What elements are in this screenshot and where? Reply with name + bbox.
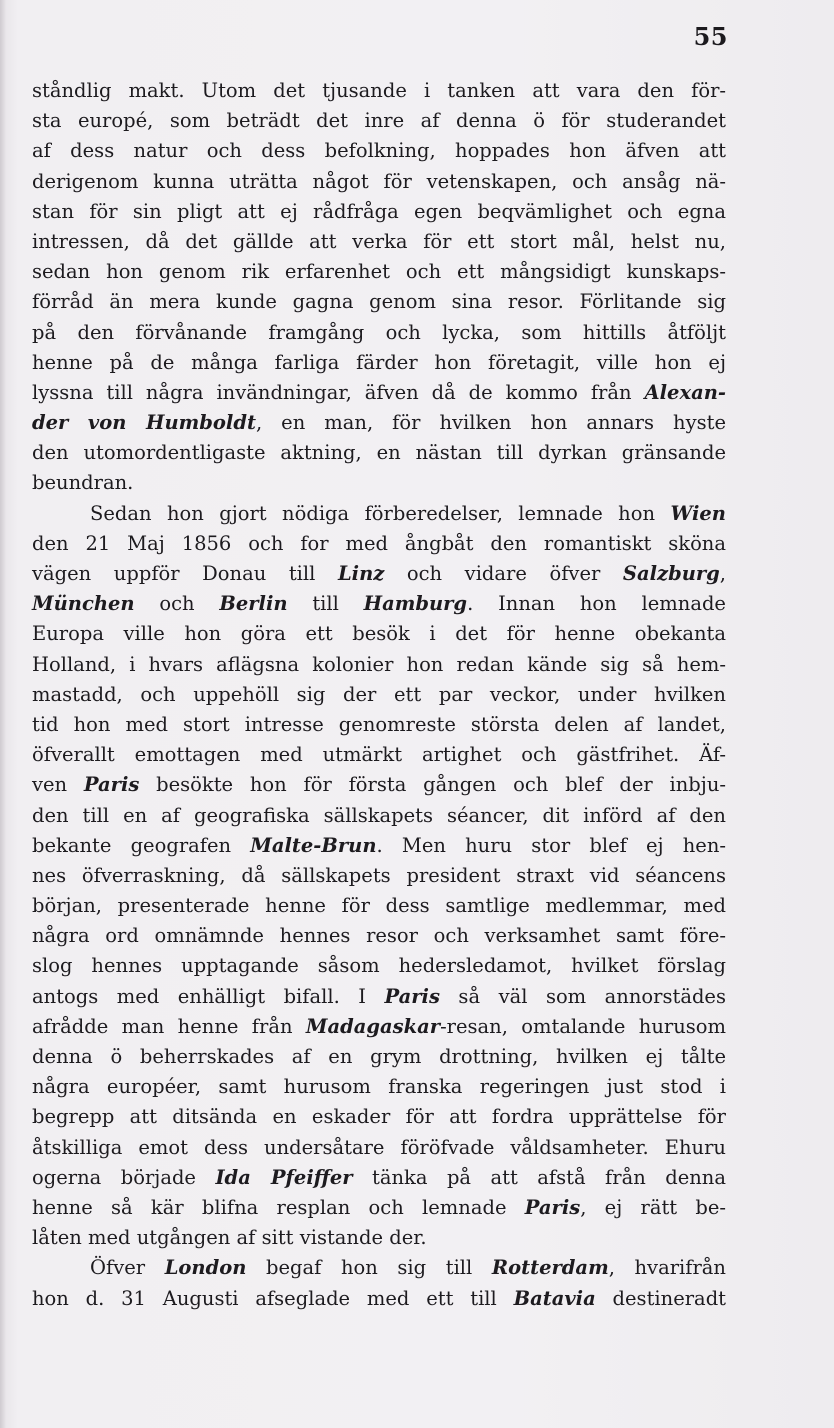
page-edge-shadow	[0, 0, 6, 1428]
text-line	[32, 1223, 726, 1253]
text-line	[32, 318, 726, 348]
text-run: den till en af geografiska sällskapets séancer, dit införd af den	[32, 803, 726, 827]
text-run: Europa ville hon göra ett besök i det för henne obekanta	[32, 622, 726, 646]
text-line	[32, 619, 726, 649]
italic-name: Madagaskar	[305, 1014, 441, 1038]
text-line	[32, 680, 726, 710]
text-line	[32, 1253, 726, 1283]
text-run: på den förvånande framgång och lycka, som hittills åtföljt	[32, 320, 726, 344]
text-run: besökte hon för första gången och blef der inbju-	[139, 773, 726, 797]
text-line	[32, 1042, 726, 1072]
text-line	[32, 136, 726, 166]
text-line	[32, 1133, 726, 1163]
text-line	[32, 650, 726, 680]
italic-name: Malte-Brun	[250, 833, 377, 857]
text-line	[32, 770, 726, 800]
text-run: nes öfverraskning, då sällskapets president straxt vid séancens	[32, 863, 726, 887]
text-line	[32, 348, 726, 378]
text-run: låten med utgången af sitt vistande der.	[32, 1226, 427, 1250]
text-run: begrepp att ditsända en eskader för att fordra upprättelse för	[32, 1105, 726, 1129]
italic-name: Paris	[83, 773, 140, 797]
text-line	[32, 982, 726, 1012]
text-run: Holland, i hvars aflägsna kolonier hon redan kände sig så hem-	[32, 652, 726, 676]
text-run: vägen uppför Donau till	[32, 562, 338, 585]
text-line	[32, 861, 726, 891]
text-run: ,	[719, 562, 726, 585]
italic-name: Berlin	[219, 592, 288, 616]
text-line	[32, 831, 726, 861]
text-run: afrådde man henne från	[32, 1014, 306, 1038]
italic-name: Paris	[524, 1195, 581, 1219]
text-line	[32, 589, 726, 619]
text-run: och	[134, 592, 220, 616]
text-run: början, presenterade henne för dess samtlige medlemmar, med	[32, 894, 726, 918]
text-run: ståndlig makt. Utom det tjusande i tanken att vara den för-	[32, 79, 726, 102]
italic-name: Wien	[670, 501, 726, 525]
text-line	[32, 257, 726, 287]
italic-name: Ida Pfeiffer	[215, 1165, 353, 1189]
text-run: några ord omnämnde hennes resor och verksamhet samt före-	[32, 924, 726, 948]
text-line	[32, 287, 726, 317]
text-run: några européer, samt hurusom franska regeringen just stod i	[32, 1075, 726, 1099]
text-run: antogs med enhälligt bifall. I	[32, 984, 385, 1008]
italic-name: Linz	[337, 562, 385, 585]
text-run: Sedan hon gjort nödiga förberedelser, lemnade hon	[90, 501, 671, 525]
text-run: begaf hon sig till	[246, 1256, 492, 1280]
text-run: bekante geografen	[32, 833, 251, 857]
text-line	[32, 1193, 726, 1223]
text-run: destineradt	[595, 1286, 727, 1310]
text-run: hon d. 31 Augusti afseglade med ett till	[32, 1286, 514, 1310]
text-line	[32, 951, 726, 981]
text-run: åtskilliga emot dess undersåtare föröfvade våldsamheter. Ehuru	[32, 1135, 726, 1159]
text-run: henne på de många farliga färder hon företagit, ville hon ej	[32, 350, 726, 374]
text-line	[32, 921, 726, 951]
text-line	[32, 1284, 726, 1314]
text-line	[32, 408, 726, 438]
page-number: 55	[693, 22, 728, 51]
text-run: af dess natur och dess befolkning, hoppades hon äfven att	[32, 139, 726, 163]
text-run: tänka på att afstå från denna	[352, 1165, 726, 1189]
text-line	[32, 378, 726, 408]
italic-name: der von Humboldt	[32, 411, 256, 435]
italic-name: Salzburg	[622, 562, 720, 585]
text-run: till	[287, 592, 364, 616]
text-line	[32, 468, 726, 498]
italic-name: Hamburg	[363, 592, 468, 616]
text-run: lyssna till några invändningar, äfven då de kommo från	[32, 380, 645, 404]
text-line	[32, 891, 726, 921]
text-run: sedan hon genom rik erfarenhet och ett mångsidigt kunskaps-	[32, 260, 726, 284]
text-run: henne så kär blifna resplan och lemnade	[32, 1195, 525, 1219]
text-run: så väl som annorstädes	[439, 984, 726, 1008]
text-run: -resan, omtalande hurusom	[440, 1014, 726, 1038]
text-line	[32, 1102, 726, 1132]
text-run: mastadd, och uppehöll sig der ett par veckor, under hvilken	[32, 682, 726, 706]
text-run: stan för sin pligt att ej rådfråga egen beqvämlighet och egna	[32, 199, 726, 223]
text-line	[32, 1163, 726, 1193]
text-run: , en man, för hvilken hon annars hyste	[255, 411, 726, 435]
text-run: den utomordentligaste aktning, en nästan till dyrkan gränsande	[32, 441, 726, 465]
text-line	[32, 106, 726, 136]
text-line	[32, 1012, 726, 1042]
text-run: intressen, då det gällde att verka för ett stort mål, helst nu,	[32, 229, 726, 253]
text-run: förråd än mera kunde gagna genom sina resor. Förlitande sig	[32, 290, 726, 314]
text-line	[32, 499, 726, 529]
text-run: , ej rätt be-	[580, 1195, 726, 1219]
text-line	[32, 529, 726, 559]
body-text	[32, 76, 726, 1314]
italic-name: Batavia	[513, 1286, 596, 1310]
text-line	[32, 710, 726, 740]
text-line	[32, 197, 726, 227]
text-run: derigenom kunna uträtta något för vetenskapen, och ansåg nä-	[32, 169, 726, 193]
italic-name: Alexan-	[644, 380, 726, 404]
text-line	[32, 740, 726, 770]
text-run: sta europé, som beträdt det inre af denna ö för studerandet	[32, 109, 726, 133]
text-run: Öfver	[90, 1256, 165, 1280]
text-run: ven	[32, 773, 84, 797]
text-run: slog hennes upptagande såsom hedersledamot, hvilket förslag	[32, 954, 726, 978]
text-line	[32, 227, 726, 257]
text-run: denna ö beherrskades af en grym drottning, hvilken ej tålte	[32, 1045, 726, 1068]
text-run: , hvarifrån	[608, 1256, 726, 1280]
text-run: tid hon med stort intresse genomreste största delen af landet,	[32, 712, 726, 736]
text-line	[32, 76, 726, 106]
italic-name: London	[164, 1256, 247, 1280]
italic-name: München	[32, 592, 135, 616]
italic-name: Paris	[384, 984, 440, 1008]
text-run: den 21 Maj 1856 och for med ångbåt den romantiskt sköna	[32, 531, 726, 555]
text-line	[32, 1072, 726, 1102]
text-run: öfverallt emottagen med utmärkt artighet och gästfrihet. Äf-	[32, 743, 726, 767]
text-line	[32, 801, 726, 831]
text-run: ogerna började	[32, 1165, 216, 1189]
text-line	[32, 559, 726, 589]
text-run: . Innan hon lemnade	[467, 592, 726, 616]
text-line	[32, 167, 726, 197]
text-run: beundran.	[32, 471, 134, 495]
text-run: . Men huru stor blef ej hen-	[376, 833, 726, 857]
text-run: och vidare öfver	[384, 562, 623, 585]
text-line	[32, 438, 726, 468]
italic-name: Rotterdam	[491, 1256, 609, 1280]
